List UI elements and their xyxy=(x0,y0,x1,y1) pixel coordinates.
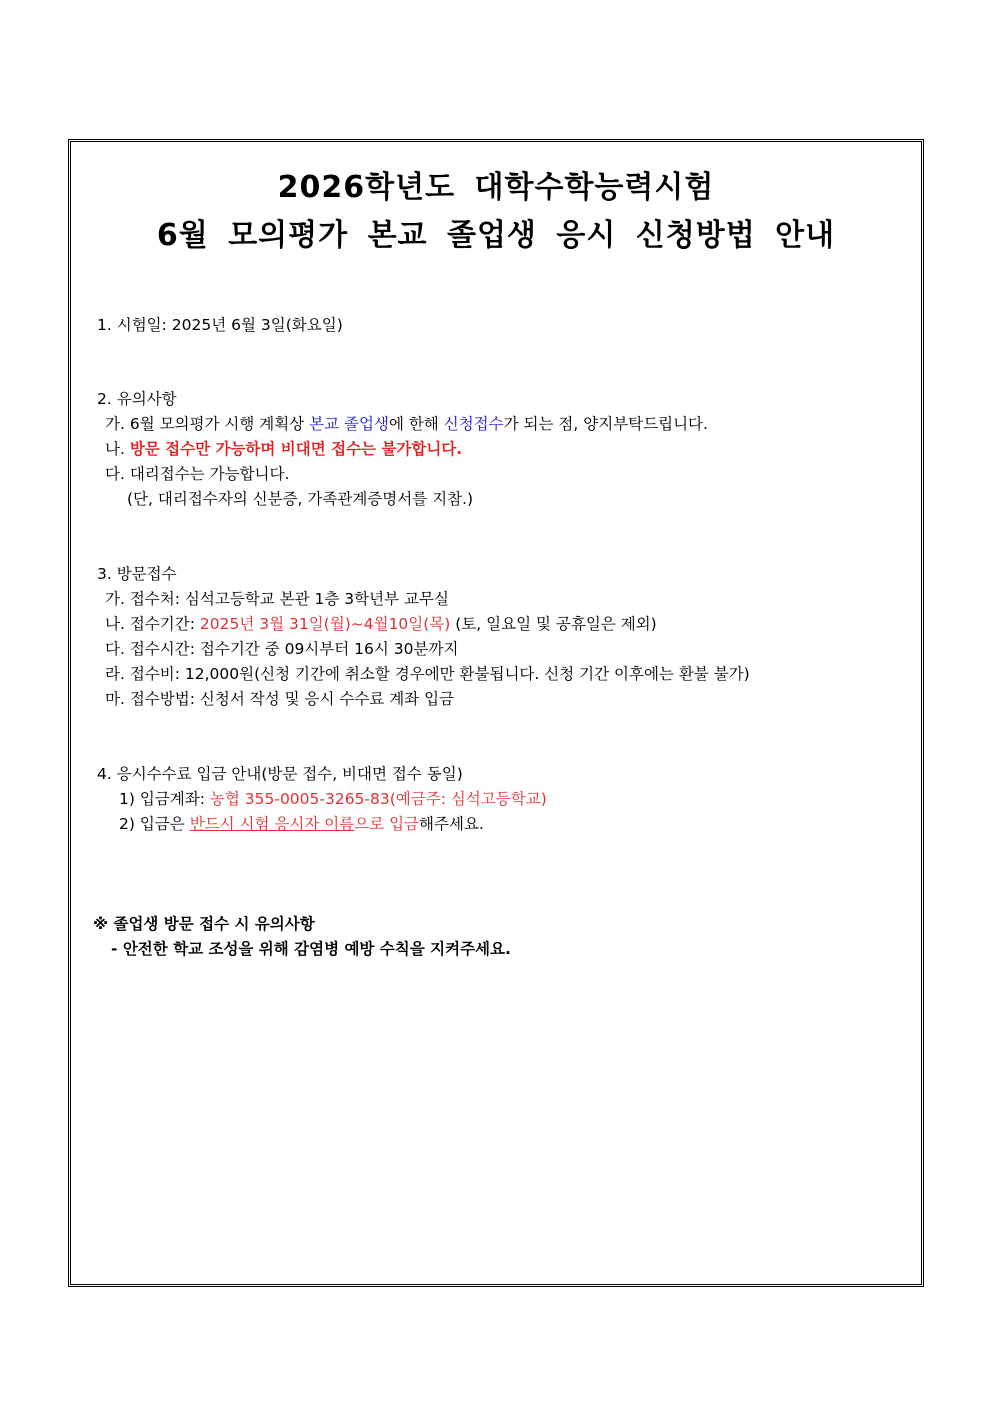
title-line-1: 2026학년도 대학수학능력시험 xyxy=(277,170,715,205)
section-3-item-ma: 마. 접수방법: 신청서 작성 및 응시 수수료 계좌 입금 xyxy=(105,690,455,708)
section-4-item-1 xyxy=(119,789,547,809)
deposit-note: 으로 입금 xyxy=(354,815,420,833)
highlight-application: 신청접수 xyxy=(443,415,504,433)
section-3-item-ga: 가. 접수처: 심석고등학교 본관 1층 3학년부 교무실 xyxy=(105,590,449,608)
text: 가 되는 점, 양지부탁드립니다. xyxy=(503,415,708,433)
bank-account: 농협 355-0005-3265-83(예금주: 심석고등학교) xyxy=(209,790,547,808)
notice-heading: ※ 졸업생 방문 접수 시 유의사항 xyxy=(93,915,315,933)
title-line-2: 6월 모의평가 본교 졸업생 응시 신청방법 안내 xyxy=(156,218,836,253)
section-2-item-ga xyxy=(105,414,708,434)
section-3-item-na xyxy=(105,614,657,634)
highlight-graduates: 본교 졸업생 xyxy=(309,415,389,433)
text: 나. 접수기간: xyxy=(105,615,200,633)
text: 2) 입금은 xyxy=(119,815,190,833)
section-3-heading: 3. 방문접수 xyxy=(97,565,177,583)
text: (토, 일요일 및 공휴일은 제외) xyxy=(450,615,657,633)
section-2-item-da: 다. 대리접수는 가능합니다. xyxy=(105,465,290,483)
section-2-heading: 2. 유의사항 xyxy=(97,390,177,408)
section-3-item-da: 다. 접수시간: 접수기간 중 09시부터 16시 30분까지 xyxy=(105,640,459,658)
text: 가. 6월 모의평가 시행 계획상 xyxy=(105,415,310,433)
text: 나. xyxy=(105,440,130,458)
section-2-item-na xyxy=(105,439,462,459)
section-2-note: (단, 대리접수자의 신분증, 가족관계증명서를 지참.) xyxy=(127,490,474,508)
text: 1) 입금계좌: xyxy=(119,790,210,808)
document-frame xyxy=(68,139,924,1287)
applicant-name-note: 반드시 시험 응시자 이름 xyxy=(189,815,355,833)
section-4-heading: 4. 응시수수료 입금 안내(방문 접수, 비대면 접수 동일) xyxy=(97,765,463,783)
text: 에 한해 xyxy=(388,415,444,433)
text: 해주세요. xyxy=(419,815,484,833)
notice-line: - 안전한 학교 조성을 위해 감염병 예방 수칙을 지켜주세요. xyxy=(111,940,511,958)
section-1-exam-date: 1. 시험일: 2025년 6월 3일(화요일) xyxy=(97,316,343,334)
section-3-item-ra: 라. 접수비: 12,000원(신청 기간에 취소할 경우에만 환불됩니다. 신청 기간 이후에는 환불 불가) xyxy=(105,665,750,683)
section-4-item-2 xyxy=(119,814,484,834)
period-dates: 2025년 3월 31일(월)~4월10일(목) xyxy=(199,615,451,633)
warning-visit-only: 방문 접수만 가능하며 비대면 접수는 불가합니다. xyxy=(129,440,463,458)
